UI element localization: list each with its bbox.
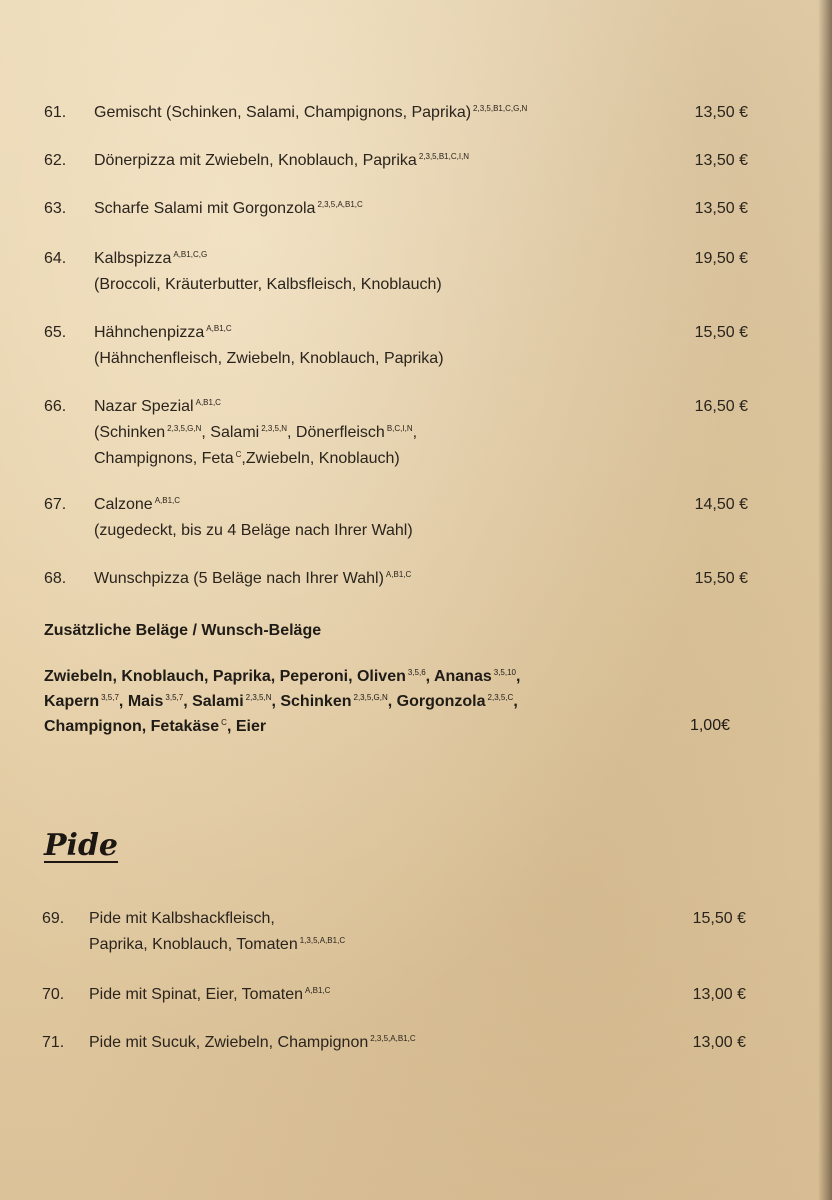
allergen-codes: A,B1,C — [154, 496, 181, 505]
item-description: (zugedeckt, bis zu 4 Beläge nach Ihrer Wahl) — [94, 522, 413, 539]
item-price: 13,50 € — [694, 104, 748, 121]
item-number: 65. — [44, 324, 67, 341]
item-price: 13,00 € — [692, 1034, 746, 1051]
item-price: 13,00 € — [692, 986, 746, 1003]
item-price: 16,50 € — [694, 398, 748, 415]
extras-title: Zusätzliche Beläge / Wunsch-Beläge — [44, 622, 322, 639]
item-price: 13,50 € — [694, 152, 748, 169]
item-name: Pide mit Kalbshackfleisch, — [89, 910, 275, 927]
item-number: 67. — [44, 496, 67, 513]
item-price: 13,50 € — [694, 200, 748, 217]
extras-price: 1,00€ — [689, 717, 730, 734]
item-name: Pide mit Spinat, Eier, Tomaten $^{A,B1,C}$ — [89, 986, 331, 1003]
pide-section-heading: Pide — [44, 828, 119, 863]
allergen-codes: 2,3,5,A,B1,C — [370, 1034, 416, 1043]
item-description: Champignons, Feta $^C$,Zwiebeln, Knoblauch) — [94, 450, 400, 467]
allergen-codes: A,B1,C — [195, 398, 221, 407]
extras-line: Champignon, Fetakäse $^C$, Eier — [44, 718, 267, 735]
item-price: 15,50 € — [694, 324, 748, 341]
allergen-codes: A,B1,C — [305, 986, 331, 995]
item-number: 64. — [44, 250, 67, 267]
extras-list — [44, 664, 644, 739]
extras-line: Kapern $^{3,5,7}$, Mais $^{3,5,7}$, Salami $^{2,3,5,N}$, Schinken $^{2,3,5,G,N}$, Gorgonzola $^{2,3,5,C}$, — [44, 693, 518, 710]
item-price: 15,50 € — [694, 570, 748, 587]
item-name: Pide mit Sucuk, Zwiebeln, Champignon $^{2,3,5,A,B1,C}$ — [89, 1034, 416, 1051]
item-number: 71. — [42, 1034, 65, 1051]
item-name: Hähnchenpizza $^{A,B1,C}$ — [94, 324, 232, 341]
item-number: 63. — [44, 200, 67, 217]
allergen-codes: A,B1,C — [206, 324, 232, 333]
item-name: Scharfe Salami mit Gorgonzola $^{2,3,5,A,B1,C}$ — [94, 200, 363, 217]
item-description: (Hähnchenfleisch, Zwiebeln, Knoblauch, Paprika) — [94, 350, 444, 367]
item-description: (Schinken $^{2,3,5,G,N}$, Salami $^{2,3,5,N}$, Dönerfleisch $^{B,C,I,N}$, — [94, 424, 418, 441]
item-price: 15,50 € — [692, 910, 746, 927]
item-description: Paprika, Knoblauch, Tomaten $^{1,3,5,A,B1,C}$ — [89, 936, 346, 953]
allergen-codes: A,B1,C — [385, 570, 412, 579]
allergen-codes: A,B1,C,G — [173, 250, 208, 259]
item-description: (Broccoli, Kräuterbutter, Kalbsfleisch, Knoblauch) — [94, 276, 442, 293]
item-number: 61. — [44, 104, 67, 121]
item-price: 19,50 € — [694, 250, 748, 267]
item-number: 66. — [44, 398, 67, 415]
allergen-codes: 2,3,5,A,B1,C — [317, 200, 363, 209]
item-name: Nazar Spezial $^{A,B1,C}$ — [94, 398, 221, 415]
item-name: Dönerpizza mit Zwiebeln, Knoblauch, Paprika $^{2,3,5,B1,C,I,N}$ — [94, 152, 470, 169]
item-name: Gemischt (Schinken, Salami, Champignons, Paprika) $^{2,3,5,B1,C,G,N}$ — [94, 104, 528, 121]
page-edge-shadow — [818, 0, 832, 1200]
item-number: 68. — [44, 570, 67, 587]
item-price: 14,50 € — [694, 496, 748, 513]
allergen-codes: 1,3,5,A,B1,C — [299, 936, 346, 945]
allergen-codes: 2,3,5,B1,C,I,N — [418, 152, 470, 161]
extras-line: Zwiebeln, Knoblauch, Paprika, Peperoni, Oliven $^{3,5,6}$, Ananas $^{3,5,10}$, — [44, 668, 521, 685]
item-name: Calzone $^{A,B1,C}$ — [94, 496, 181, 513]
item-number: 62. — [44, 152, 67, 169]
item-name: Kalbspizza $^{A,B1,C,G}$ — [94, 250, 208, 267]
item-number: 70. — [42, 986, 65, 1003]
allergen-codes: 2,3,5,B1,C,G,N — [473, 104, 528, 113]
item-number: 69. — [42, 910, 65, 927]
item-name: Wunschpizza (5 Beläge nach Ihrer Wahl) $^{A,B1,C}$ — [94, 570, 412, 587]
